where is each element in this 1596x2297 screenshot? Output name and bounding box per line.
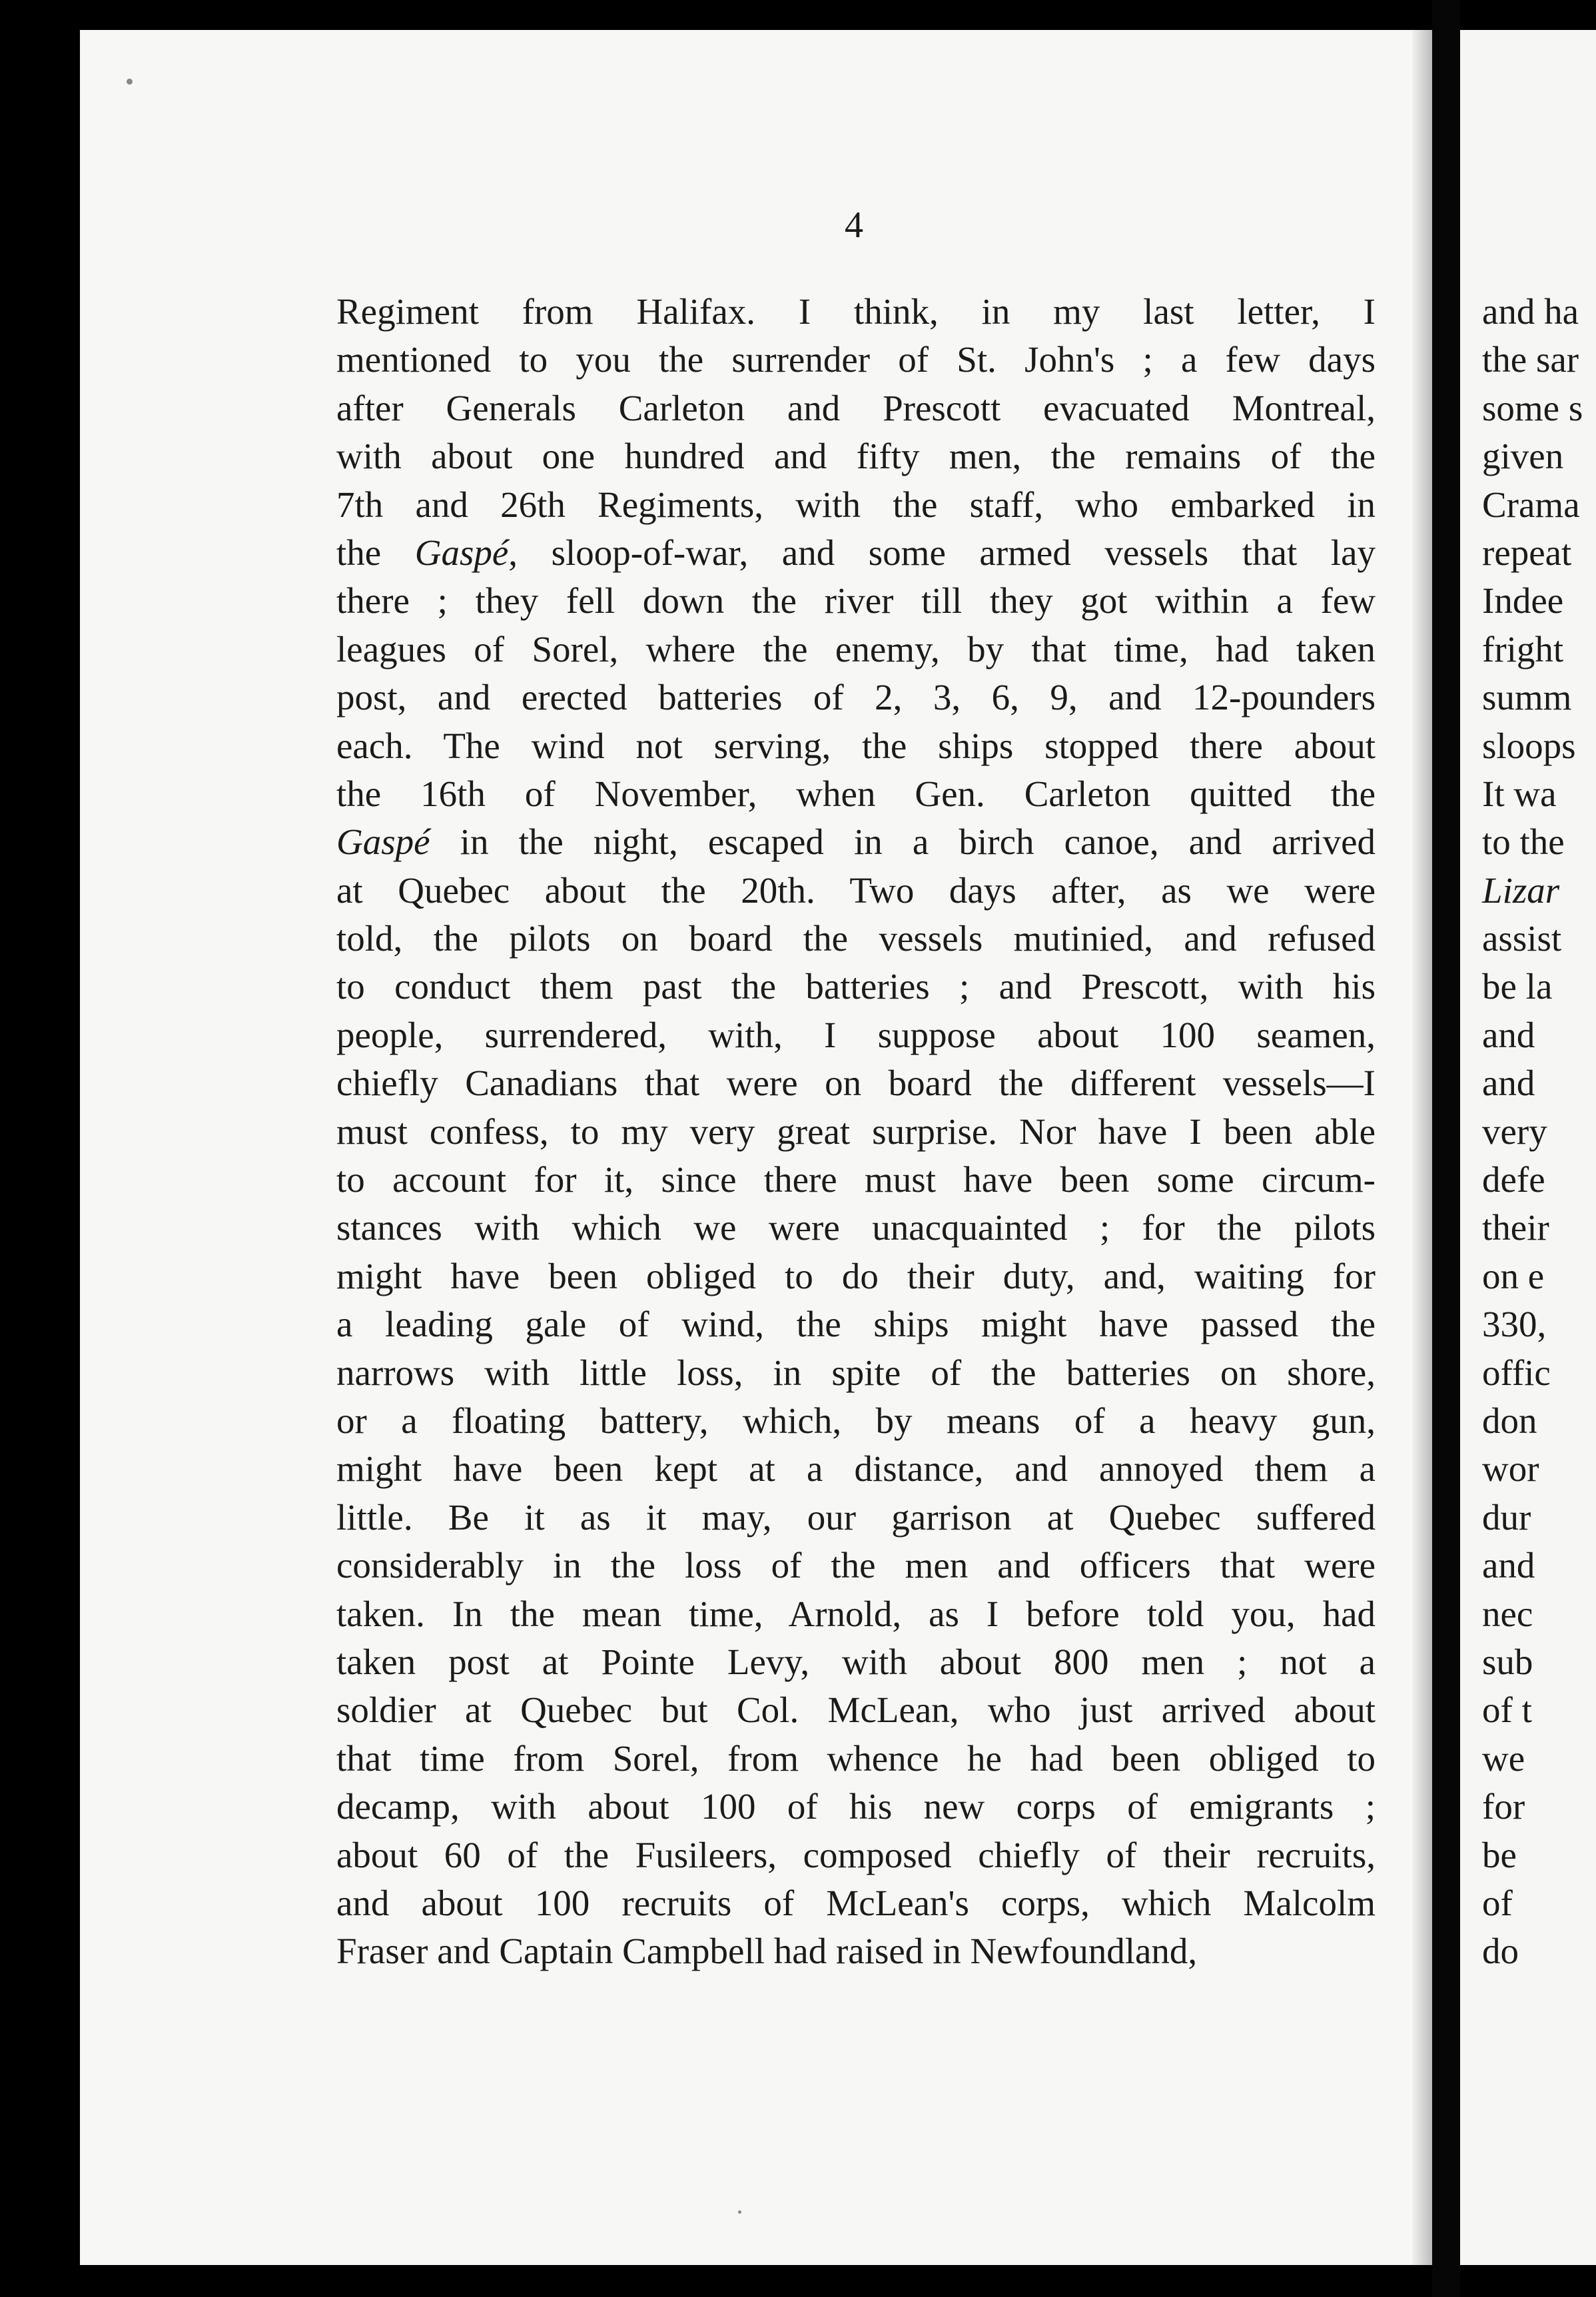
text-line: stances with which we were unacquainted ; for the pilots [336, 1207, 1376, 1248]
facing-text-line: do [1482, 1931, 1519, 1972]
facing-text-line: fright [1482, 628, 1564, 670]
facing-text-line: summ [1482, 677, 1572, 718]
italic-ship-name: Gaspé [414, 532, 509, 573]
facing-page-text [1482, 288, 1596, 1976]
text-line: narrows with little loss, in spite of the batteries on shore, [336, 1352, 1376, 1393]
facing-text-line: offic [1482, 1352, 1551, 1393]
text-line: and about 100 recruits of McLean's corps, which Malcolm [336, 1882, 1376, 1923]
facing-text-line: defe [1482, 1159, 1545, 1200]
text-line: that time from Sorel, from whence he had been obliged to [336, 1737, 1376, 1779]
paper-speck [738, 2210, 741, 2214]
text-line: after Generals Carleton and Prescott evacuated Montreal, [336, 387, 1376, 428]
facing-text-line: It wa [1482, 773, 1557, 814]
facing-text-line: wor [1482, 1448, 1539, 1490]
facing-text-line: given [1482, 436, 1564, 477]
text-line: people, surrendered, with, I suppose about 100 seamen, [336, 1014, 1376, 1055]
text-line: a leading gale of wind, the ships might have passed the [336, 1304, 1376, 1345]
text-line: taken. In the mean time, Arnold, as I before told you, had [336, 1593, 1376, 1634]
facing-text-line: don [1482, 1400, 1537, 1441]
text-line: there ; they fell down the river till they got within a few [336, 580, 1376, 622]
facing-text-line: very [1482, 1111, 1547, 1152]
facing-text-line: nec [1482, 1593, 1533, 1634]
facing-text-line: on e [1482, 1255, 1545, 1296]
text-line: must confess, to my very great surprise. Nor have I been able [336, 1111, 1376, 1152]
italic-ship-name: Lizar [1482, 869, 1560, 911]
paper-speck [127, 79, 133, 85]
facing-text-line: sub [1482, 1641, 1533, 1682]
text-line: 7th and 26th Regiments, with the staff, who embarked in [336, 484, 1376, 525]
facing-text-line: to the [1482, 821, 1565, 863]
text-line: the Gaspé, sloop-of-war, and some armed vessels that lay [336, 532, 1376, 573]
facing-text-line [1482, 867, 1596, 915]
text-line: might have been kept at a distance, and annoyed them a [336, 1448, 1376, 1490]
text-line: soldier at Quebec but Col. McLean, who just arrived about [336, 1689, 1376, 1731]
facing-text-line: some s [1482, 387, 1583, 428]
page-edge-shadow [1412, 30, 1432, 2265]
facing-text-line: and ha [1482, 291, 1579, 332]
facing-text-line: we [1482, 1737, 1525, 1779]
text-line: post, and erected batteries of 2, 3, 6, 9, and 12-pounders [336, 677, 1376, 718]
page-number: 4 [845, 205, 863, 246]
text-line: chiefly Canadians that were on board the different vessels—I [336, 1063, 1376, 1104]
facing-text-line: and [1482, 1545, 1535, 1586]
facing-text-line: of t [1482, 1689, 1532, 1731]
text-line: to conduct them past the batteries ; and Prescott, with his [336, 966, 1376, 1007]
text-line: each. The wind not serving, the ships stopped there about [336, 725, 1376, 766]
text-line: Fraser and Captain Campbell had raised in Newfoundland, [336, 1931, 1198, 1972]
facing-text-line: dur [1482, 1496, 1531, 1538]
facing-text-line: assist [1482, 918, 1562, 959]
text-line: about 60 of the Fusileers, composed chiefly of their recruits, [336, 1834, 1376, 1875]
facing-text-line: be [1482, 1834, 1517, 1875]
facing-text-line: the sar [1482, 339, 1579, 380]
facing-text-line: and [1482, 1063, 1535, 1104]
facing-text-line: of [1482, 1882, 1513, 1923]
text-line: leagues of Sorel, where the enemy, by that time, had taken [336, 628, 1376, 670]
text-line: or a floating battery, which, by means of a heavy gun, [336, 1400, 1376, 1441]
text-line: might have been obliged to do their duty, and, waiting for [336, 1255, 1376, 1296]
text-line: little. Be it as it may, our garrison at Quebec suffered [336, 1496, 1376, 1538]
facing-text-line: repeat [1482, 532, 1572, 573]
body-text [336, 288, 1376, 1976]
facing-text-line: and [1482, 1014, 1535, 1055]
facing-text-line: 330, [1482, 1304, 1547, 1345]
text-line: to account for it, since there must have been some circum- [336, 1159, 1376, 1200]
text-line: taken post at Pointe Levy, with about 800 men ; not a [336, 1641, 1376, 1682]
italic-ship-name: Gaspé [336, 821, 430, 863]
text-line: at Quebec about the 20th. Two days after, as we were [336, 869, 1376, 911]
text-line: Regiment from Halifax. I think, in my last letter, I [336, 291, 1376, 332]
facing-text-line: sloops [1482, 725, 1576, 766]
facing-text-line: Crama [1482, 484, 1580, 525]
facing-text-line: their [1482, 1207, 1549, 1248]
facing-text-line: Indee [1482, 580, 1564, 622]
facing-text-line: for [1482, 1786, 1525, 1827]
text-line: with about one hundred and fifty men, the remains of the [336, 436, 1376, 477]
text-line: mentioned to you the surrender of St. John's ; a few days [336, 339, 1376, 380]
book-gutter [1432, 0, 1460, 2297]
facing-text-line: be la [1482, 966, 1553, 1007]
text-line: the 16th of November, when Gen. Carleton quitted the [336, 773, 1376, 814]
text-line: considerably in the loss of the men and officers that were [336, 1545, 1376, 1586]
text-line: decamp, with about 100 of his new corps of emigrants ; [336, 1786, 1376, 1827]
text-line: told, the pilots on board the vessels mutinied, and refused [336, 918, 1376, 959]
text-line: Gaspé in the night, escaped in a birch canoe, and arrived [336, 821, 1376, 863]
